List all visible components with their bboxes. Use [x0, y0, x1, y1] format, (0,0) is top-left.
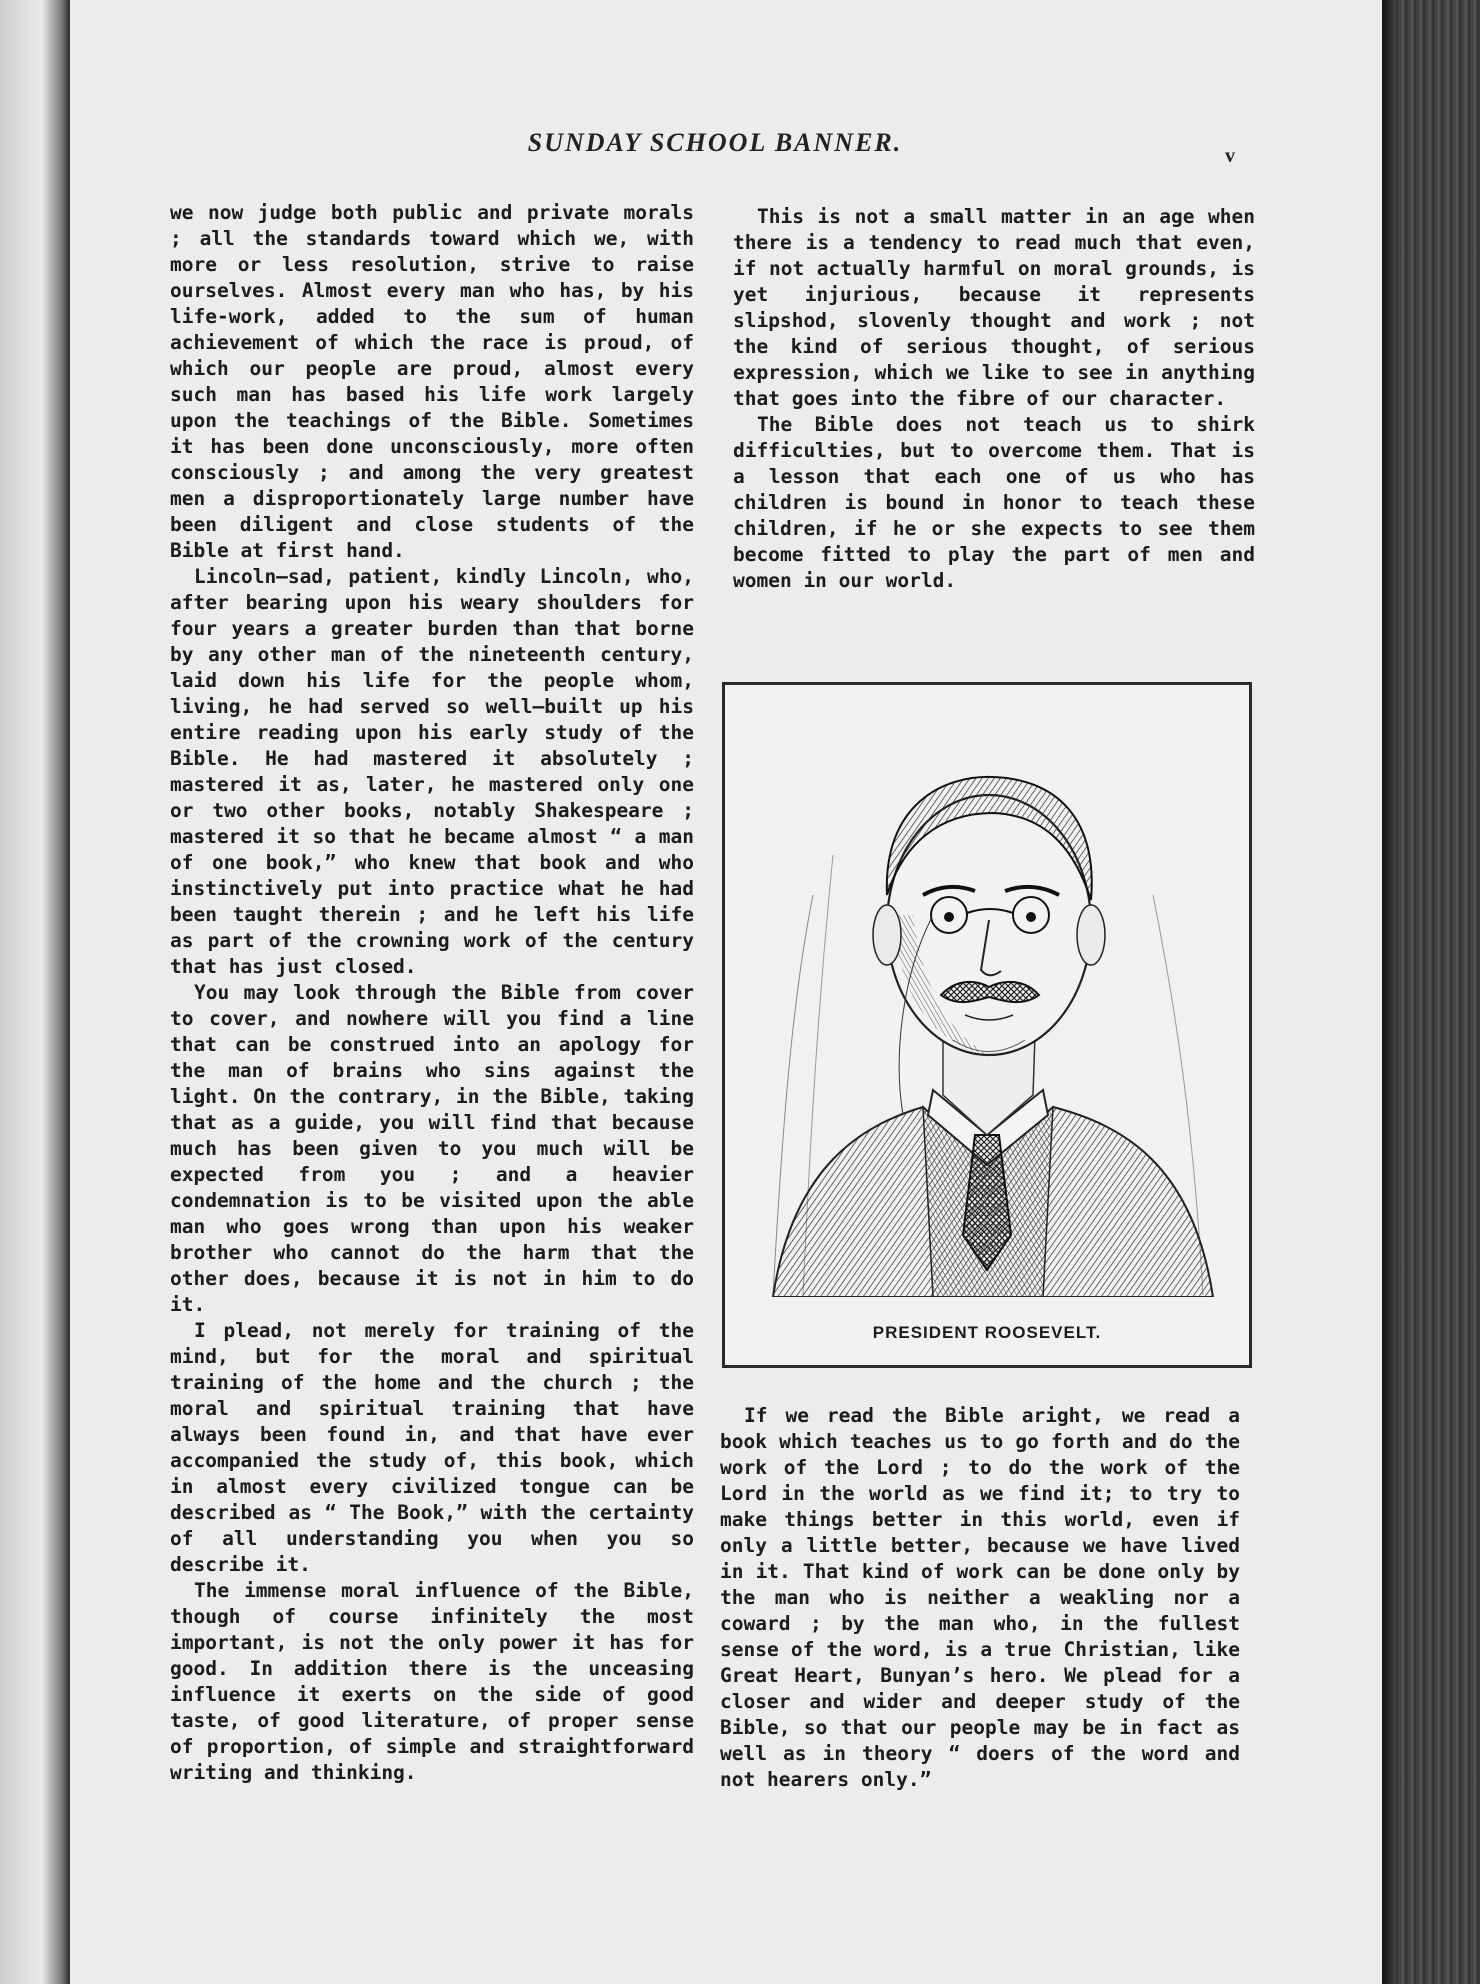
page-number: v [1225, 145, 1235, 167]
portrait-figure [722, 682, 1252, 1368]
right-column-top [733, 204, 1255, 594]
portrait-engraving [753, 695, 1221, 1297]
left-column [170, 200, 694, 1786]
paragraph: If we read the Bible aright, we read a book which teaches us to go forth and do the work of the Lord ; to do the work of the Lord in the world as we find it; to try to make things better in this world, even if only a little better, because we have lived in it. That kind of work can be done only by the man who is neither a weakling nor a coward ; by the man who, in the fullest sense of the word, is a true Christian, like Great Heart, Bunyan’s hero. We plead for a closer and wider and deeper study of the Bible, so that our people may be in fact as well as in theory “ doers of the word and not hearers only.” [720, 1404, 1240, 1791]
paragraph: The immense moral influence of the Bible, though of course infinitely the most important, is not the only power it has for good. In addition there is the unceasing influence it exerts on the side of good taste, of good literature, of proper sense of proportion, of simple and straightforward writing and thinking. [170, 1579, 694, 1784]
book-spine [1382, 0, 1480, 1984]
paragraph: The Bible does not teach us to shirk difficulties, but to overcome them. That is a lesson that each one of us who has children is bound in honor to teach these children, if he or she expects to see them become fitted to play the part of men and women in our world. [733, 413, 1255, 592]
running-head: SUNDAY SCHOOL BANNER. [527, 128, 903, 157]
paragraph: we now judge both public and private morals ; all the standards toward which we, with more or less resolution, strive to raise ourselves. Almost every man who has, by his life-work, added to the sum of human achievement of which the race is proud, of which our people are proud, almost every such man has based his life work largely upon the teachings of the Bible. Sometimes it has been done unconsciously, more often consciously ; and among the very greatest men a disproportionately large number have been diligent and close students of the Bible at first hand. [170, 201, 694, 562]
paragraph: This is not a small matter in an age when there is a tendency to read much that even, if not actually harmful on moral grounds, is yet injurious, because it represents slipshod, slovenly thought and work ; not the kind of serious thought, of serious expression, which we like to see in anything that goes into the fibre of our character. [733, 205, 1255, 410]
left-page-edge [0, 0, 70, 1984]
figure-caption: PRESIDENT ROOSEVELT. [872, 1323, 1102, 1342]
paragraph: You may look through the Bible from cover to cover, and nowhere will you find a line that can be construed into an apology for the man of brains who sins against the light. On the contrary, in the Bible, taking that as a guide, you will find that because much has been given to you much will be expected from you ; and a heavier condemnation is to be visited upon the able man who goes wrong than upon his weaker brother who cannot do the harm that the other does, because it is not in him to do it. [170, 981, 694, 1316]
right-column-bottom [720, 1403, 1240, 1793]
paragraph: I plead, not merely for training of the mind, but for the moral and spiritual training of the home and the church ; the moral and spiritual training that have always been found in, and that have ever accompanied the study of, this book, which in almost every civilized tongue can be described as “ The Book,” with the certainty of all understanding you when you so describe it. [170, 1319, 694, 1576]
paragraph: Lincoln—sad, patient, kindly Lincoln, who, after bearing upon his weary shoulders for four years a greater burden than that borne by any other man of the nineteenth century, laid down his life for the people whom, living, he had served so well—built up his entire reading upon his early study of the Bible. He had mastered it absolutely ; mastered it as, later, he mastered only one or two other books, notably Shakespeare ; mastered it so that he became almost “ a man of one book,” who knew that book and who instinctively put into practice what he had been taught therein ; and he left his life as part of the crowning work of the century that has just closed. [170, 565, 694, 978]
